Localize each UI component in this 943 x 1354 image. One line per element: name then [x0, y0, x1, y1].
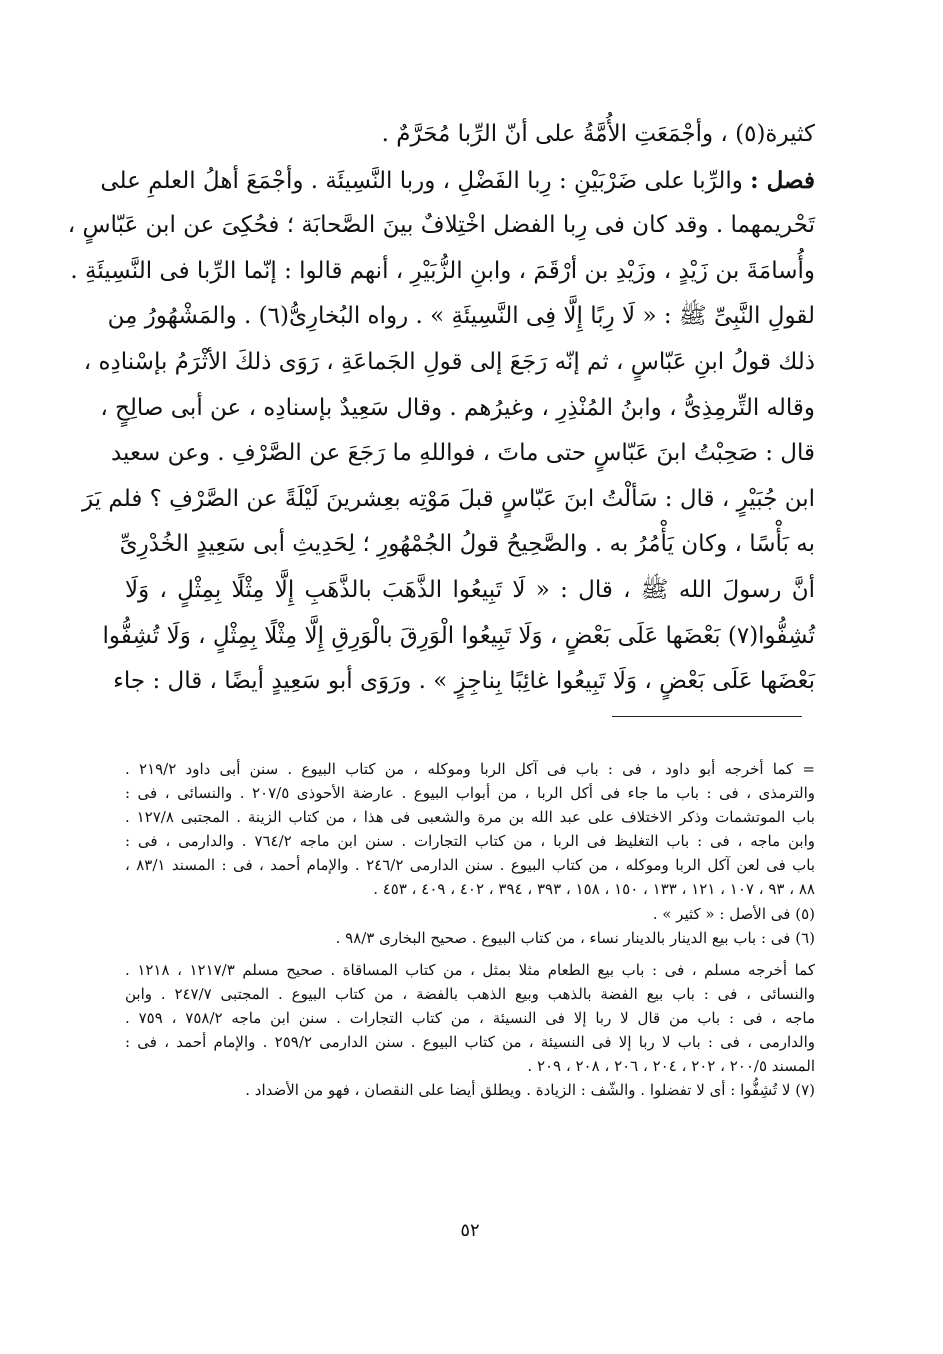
footnote-line: ٨٨ ، ٩٣ ، ١٠٧ ، ١٢١ ، ١٣٣ ، ١٥٠ ، ١٥٨ ، ٣٩٣ ، ٣٩٤ ، ٤٠٢ ، ٤٠٩ ، ٤٥٣ .: [373, 880, 815, 899]
main-text: [67, 112, 815, 705]
footnotes: [125, 757, 815, 1102]
text-line: تَحْريمهما . وقد كان فى رِبا الفضل اخْتِلافٌ بينَ الصَّحابَة ؛ فحُكِىَ عن ابن عَبّاسٍ ،: [67, 212, 815, 239]
footnote-7: (٧) لا تُشِفُّوا : أى لا تفضلوا . والشّف : الزيادة . ويطلق أيضا على النقصان ، فهو من الأضداد .: [245, 1081, 815, 1100]
footnote-line: = كما أخرجه أبو داود ، فى : باب فى آكل الربا وموكله ، من كتاب البيوع . سنن أبى داود ٢١٩/٢ .: [125, 760, 815, 778]
text-line: تُشِفُّوا(٧) بَعْضَها عَلَى بَعْضٍ ، وَلَا تَبِيعُوا الْوَرِقَ بالْوَرِقِ إِلَّا مِثْلًا بِمِثْلٍ ، وَلَا تُشِفُّوا: [102, 622, 815, 649]
text-line-fasl: [100, 158, 815, 204]
footnote-5: (٥) فى الأصل : « كثير » .: [652, 904, 815, 923]
fasl-heading: فصل :: [750, 166, 815, 194]
text-line: ذلك قولُ ابنِ عَبّاسٍ ، ثم إنّه رَجَعَ إلى قولِ الجَماعَةِ ، رَوَى ذلكَ الأثْرَمُ بإسْنادِه ،: [83, 348, 815, 375]
footnote-line: باب فى لعن آكل الربا وموكله ، من كتاب البيوع . سنن الدارمى ٢٤٦/٢ . والإمام أحمد ، فى : المسند ٨٣/١ ،: [125, 856, 816, 875]
text-line: والرِّبا على ضَرْبَيْنِ : رِبا الفَضْلِ ، وربا النَّسِيئَة . وأجْمَعَ أهلُ العلمِ على: [100, 167, 743, 194]
footnote-gap: [125, 950, 815, 958]
text-line: قال : صَحِبْتُ ابنَ عَبّاسٍ حتى ماتَ ، فواللهِ ما رَجَعَ عن الصَّرْفِ . وعن سعيد: [110, 440, 815, 467]
text-line: أنَّ رسولَ الله ﷺ ، قال : « لَا تَبِيعُوا الذَّهَبَ بالذَّهَبِ إِلَّا مِثْلًا بِمِثْلٍ ، وَلَا: [125, 576, 815, 603]
text-line: بَعْضَها عَلَى بَعْضٍ ، وَلَا تَبِيعُوا غائِبًا بِناجِزٍ » . ورَوَى أبو سَعِيدٍ أيضًا ، قال : جاء: [113, 668, 815, 695]
footnote-line: المسند ٢٠٠/٥ ، ٢٠٢ ، ٢٠٤ ، ٢٠٦ ، ٢٠٨ ، ٢٠٩ .: [527, 1057, 815, 1076]
footnote-line: والترمذى ، فى : باب ما جاء فى أكل الربا ، من أبواب البيوع . عارضة الأحوذى ٢٠٧/٥ . والنسائى ، فى :: [125, 784, 815, 803]
footnote-line: ماجه ، فى : باب من قال لا ربا إلا فى النسيئة ، من كتاب التجارات . سنن ابن ماجه ٧٥٨/٢ ، ٧٥٩ .: [125, 1008, 815, 1027]
footnote-line: باب الموتشمات وذكر الاختلاف على عبد الله بن مرة والشعبى فى هذا ، من كتاب الزينة . المجتبى ١٢٧/٨ .: [125, 808, 815, 827]
text-line: وقاله التِّرمِذِىُّ ، وابنُ المُنْذِرِ ، وغيرُهم . وقال سَعِيدٌ بإسنادِه ، عن أبى صالِحٍ ،: [100, 394, 815, 421]
text-line: به بَأْسًا ، وكان يَأْمُرُ به . والصَّحِيحُ قولُ الجُمْهُورِ ؛ لِحَدِيثِ أبى سَعِيدٍ الخُدْرِىِّ: [119, 531, 815, 558]
page-number: ٥٢: [460, 1220, 480, 1241]
footnote-line: كما أخرجه مسلم ، فى : باب بيع الطعام مثلا بمثل ، من كتاب المساقاة . صحيح مسلم ١٢١٧/٣ ، ١٢١٨ .: [125, 960, 815, 979]
text-line: لقولِ النَّبِىِّ ﷺ : « لَا رِبًا إِلَّا فِى النَّسِيئَةِ » . رواه البُخارِىُّ(٦) . والمَشْهُورُ مِن: [107, 303, 815, 330]
text-line: كثيرة(٥) ، وأجْمَعَتِ الأُمَّةُ على أنّ الرِّبا مُحَرَّمٌ .: [381, 121, 815, 147]
text-line: ابن جُبَيْرٍ ، قال : سَألْتُ ابنَ عَبّاسٍ قبلَ مَوْتِه بعِشرينَ لَيْلَةً عن الصَّرْفِ ؟ فلم يَرَ: [82, 485, 815, 512]
footnote-line: وابن ماجه ، فى : باب التغليظ فى الربا ، من كتاب التجارات . سنن ابن ماجه ٧٦٤/٢ . والدارمى ، فى :: [125, 832, 815, 851]
footnote-line: والدارمى ، فى : باب لا ربا إلا فى النسيئة ، من كتاب البيوع . سنن الدارمى ٢٥٩/٢ . والإمام أحمد ، فى :: [125, 1033, 815, 1052]
footnote-6: (٦) فى : باب بيع الدينار بالدينار نساء ، من كتاب البيوع . صحيح البخارى ٩٨/٣ .: [335, 928, 815, 947]
text-line: وأُسامَةَ بن زَيْدٍ ، وزَيْدِ بن أرْقَمَ ، وابنِ الزُّبَيْرِ ، أنهم قالوا : إنّما الرِّبا فى النَّسِيئَةِ .: [70, 257, 815, 284]
footnote-separator: [612, 716, 802, 717]
footnote-line: والنسائى ، فى : باب بيع الفضة بالذهب وبيع الذهب بالفضة ، من كتاب البيوع . المجتبى ٢٤٧/٧ . وابن: [125, 984, 815, 1003]
